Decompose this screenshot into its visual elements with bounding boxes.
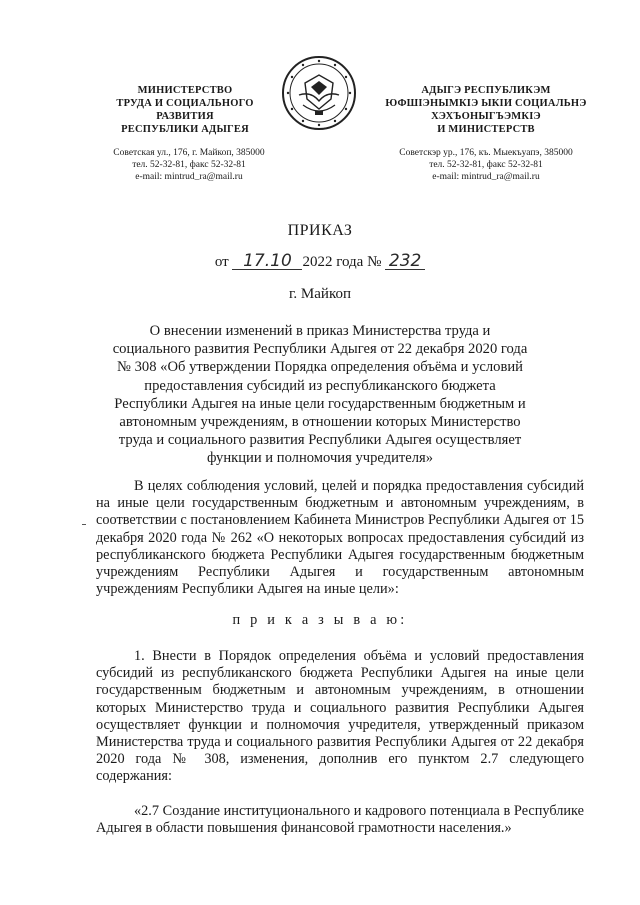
- ministry-name-ru: [100, 84, 270, 136]
- ministry-name-line: РЕСПУБЛИКИ АДЫГЕЯ: [121, 124, 249, 135]
- phone: тел. 52-32-81, факс 52-32-81: [132, 160, 246, 170]
- email: e-mail: mintrud_ra@mail.ru: [432, 172, 540, 182]
- address: Советская ул., 176, г. Майкоп, 385000: [113, 148, 265, 158]
- ministry-name-line: ТРУДА И СОЦИАЛЬНОГО: [116, 98, 254, 109]
- phone: тел. 52-32-81, факс 52-32-81: [429, 160, 543, 170]
- date-suffix: 2022 года №: [302, 254, 382, 270]
- decree-word: п р и к а з ы в а ю:: [232, 612, 408, 628]
- city: г. Майкоп: [288, 286, 352, 302]
- handwritten-date: 17.10: [232, 254, 302, 270]
- ministry-name-line: И МИНИСТЕРСТВ: [437, 124, 535, 135]
- ministry-name-line: ХЭХЪОНЫГЪЭМКІЭ: [431, 111, 541, 122]
- ministry-name-ady: [384, 84, 588, 136]
- preamble-paragraph: В целях соблюдения условий, целей и порядка предоставления субсидий на иные цели государственным бюджетным и автономным учреждениям, в соответствии с постановлением Кабинета Министров Республики Адыгея от 15 декабря 2020 года № 262 «О некоторых вопросах предоставления субсидий из республиканского бюджета Республики Адыгея государственным бюджетным учреждениям Республики Адыгея и государственным автономным учреждениям Республики Адыгея на иные цели»:: [96, 478, 584, 598]
- document-title: ПРИКАЗ: [287, 222, 353, 239]
- order-subject: О внесении изменений в приказ Министерства труда и социального развития Республики Адыгея от 22 декабря 2020 года № 308 «Об утверждении Порядка определения объёма и условий предоставления субсидий из республиканского бюджета Республики Адыгея на иные цели государственным бюджетным и автономным учреждениям, в отношении которых Министерство труда и социального развития Республики Адыгея осуществляет функции и полномочия учредителя»: [112, 323, 528, 467]
- clause-1-paragraph: 1. Внести в Порядок определения объёма и условий предоставления субсидий из республиканского бюджета Республики Адыгея на иные цели государственным бюджетным и автономным учреждениям, в отношении которых Министерство труда и социального развития Республики Адыгея осуществляет функции и полномочия учредителя, утвержденный приказом Министерства труда и социального развития Республики Адыгея от 22 декабря 2020 года № 308, изменения, дополнив его пунктом 2.7 следующего содержания:: [96, 648, 584, 785]
- ministry-name-line: МИНИСТЕРСТВО: [137, 85, 233, 96]
- email: e-mail: mintrud_ra@mail.ru: [135, 172, 243, 182]
- margin-mark: [82, 524, 86, 525]
- coat-of-arms-icon: [281, 55, 357, 131]
- ministry-name-line: РАЗВИТИЯ: [156, 111, 214, 122]
- ministry-contacts-ady: [384, 147, 588, 183]
- address: Советскэр ур., 176, къ. Мыекъуапэ, 385000: [399, 148, 573, 158]
- ministry-contacts-ru: [100, 147, 278, 183]
- date-prefix: от: [214, 254, 229, 270]
- ministry-name-line: АДЫГЭ РЕСПУБЛИКЭМ: [421, 85, 551, 96]
- clause-2-7-paragraph: «2.7 Создание институционального и кадрового потенциала в Республике Адыгея в области повышения финансовой грамотности населения.»: [96, 803, 584, 837]
- ministry-name-line: ЮФШІЭНЫМКІЭ ЫКІИ СОЦИАЛЬНЭ: [385, 98, 587, 109]
- order-date-line: [0, 251, 640, 271]
- handwritten-order-number: 232: [385, 254, 425, 270]
